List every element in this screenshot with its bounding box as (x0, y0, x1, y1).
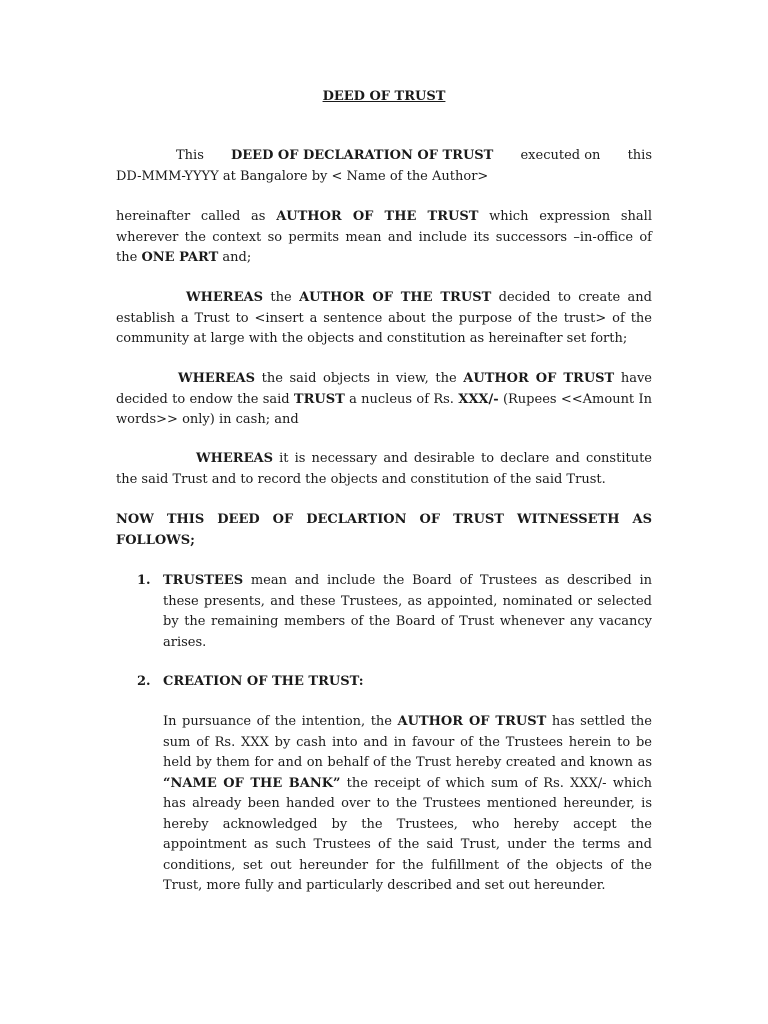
trust-bold: TRUST (293, 391, 345, 407)
whereas-paragraph-1 (116, 288, 652, 350)
execution-paragraph (116, 146, 652, 187)
execution-line-1 (116, 146, 652, 167)
list-item-heading (163, 672, 652, 693)
whereas2-text-1: the said objects in view, the (254, 371, 464, 386)
whereas-paragraph-3 (116, 449, 652, 490)
pursuance-text-1: In pursuance of the intention, the (163, 714, 398, 729)
creation-heading-bold: CREATION OF THE TRUST: (163, 674, 364, 689)
now-this-deed-heading: NOW THIS DEED OF DECLARTION OF TRUST WITNESSETH AS FOLLOWS; (116, 512, 652, 548)
pursuance-text-2: has settled the sum of Rs. XXX by cash into and in favour of the Trustees herein to be held by them for and on behalf of the Trust hereby created and known as (163, 714, 652, 770)
pursuance-paragraph (163, 712, 652, 897)
execution-line-2: DD-MMM-YYYY at Bangalore by < Name of the Author> (116, 168, 489, 184)
list-number: 2. (137, 674, 151, 689)
whereas3-text-1: it is necessary and desirable to declare and constitute the said Trust and to record the objects and constitution of the said Trust. (116, 451, 652, 487)
list-number: 1. (137, 573, 151, 588)
whereas1-text-2: decided to create and establish a Trust to <insert a sentence about the purpose of the trust> of the community at large with the objects and constitution as hereinafter set forth; (116, 290, 652, 346)
author-of-trust-bold: AUTHOR OF TRUST (463, 371, 615, 386)
author-of-trust-bold: AUTHOR OF TRUST (397, 714, 547, 729)
this-word-2: this (627, 148, 652, 163)
author-of-trust-bold: AUTHOR OF THE TRUST (299, 290, 492, 305)
whereas-bold: WHEREAS (178, 371, 255, 386)
author-of-trust-bold: AUTHOR OF THE TRUST (276, 209, 479, 224)
list-item-body (163, 571, 652, 653)
whereas2-text-2: have decided to endow the said (116, 371, 652, 407)
whereas-paragraph-2 (116, 369, 652, 431)
whereas-bold: WHEREAS (186, 290, 263, 305)
whereas1-text-1: the (262, 290, 300, 305)
trustees-text: mean and include the Board of Trustees as described in these presents, and these Trustees, as appointed, nominated or selected by the remaining members of the Board of Trust whenever any vacancy arises. (163, 573, 652, 650)
bank-name-bold: “NAME OF THE BANK” (163, 775, 341, 791)
executed-on-text: executed on (520, 148, 601, 163)
document-title: DEED OF TRUST (322, 89, 446, 104)
whereas-bold: WHEREAS (196, 451, 273, 466)
hereinafter-text-3: and; (218, 250, 252, 265)
trustees-bold: TRUSTEES (163, 573, 244, 588)
one-part-bold: ONE PART (141, 250, 219, 265)
whereas2-text-3: a nucleus of Rs. (344, 391, 459, 407)
deed-declaration-bold: DEED OF DECLARATION OF TRUST (231, 148, 494, 163)
hereinafter-text-1: hereinafter called as (116, 209, 277, 224)
amount-bold: XXX/- (458, 391, 499, 407)
hereinafter-text-2: which expression shall wherever the context so permits mean and include its successors –in-office of the (116, 209, 652, 265)
pursuance-text-3: the receipt of which sum of Rs. XXX/- which has already been handed over to the Trustees mentioned hereunder, is hereby acknowledged by the Trustees, who hereby accept the appointment as such Trustees of the said Trust, under the terms and conditions, set out hereunder for the fulfillment of the objects of the Trust, more fully and particularly described and set out hereunder. (163, 775, 652, 893)
this-word: This (176, 148, 204, 163)
whereas2-text-4: (Rupees <<Amount In words>> only) in cash; and (116, 391, 652, 427)
hereinafter-paragraph (116, 207, 652, 269)
